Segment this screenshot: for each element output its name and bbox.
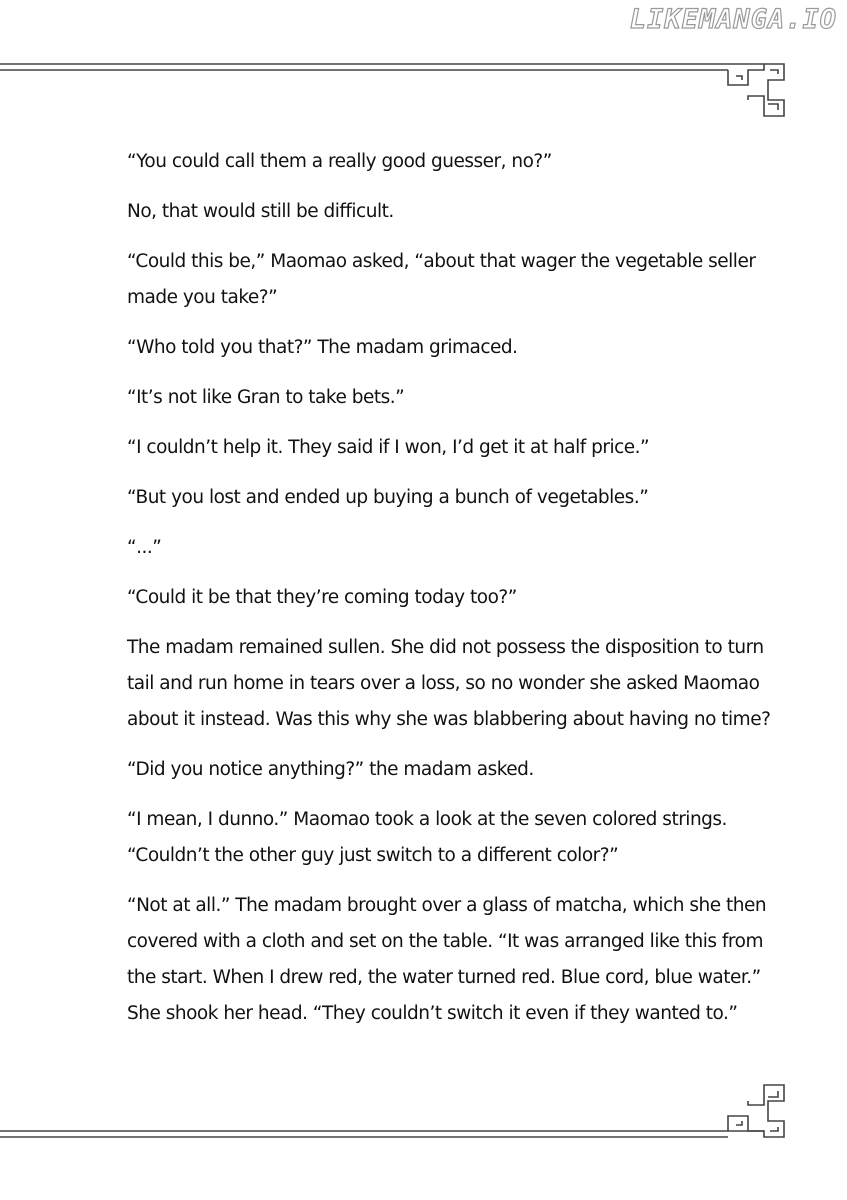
paragraph: “It’s not like Gran to take bets.” bbox=[127, 387, 405, 408]
novel-text-body bbox=[127, 144, 782, 1046]
paragraph: No, that would still be difficult. bbox=[127, 201, 394, 222]
paragraph: “I mean, I dunno.” Maomao took a look at the seven colored strings. “Couldn’t the other guy just switch to a different color?” bbox=[127, 809, 727, 866]
paragraph: “Could it be that they’re coming today too?” bbox=[127, 587, 517, 608]
paragraph: “I couldn’t help it. They said if I won, I’d get it at half price.” bbox=[127, 437, 650, 458]
paragraph: “You could call them a really good guesser, no?” bbox=[127, 151, 552, 172]
paragraph: “...” bbox=[127, 537, 162, 558]
paragraph: “Could this be,” Maomao asked, “about that wager the vegetable seller made you take?” bbox=[127, 251, 756, 308]
paragraph: “Who told you that?” The madam grimaced. bbox=[127, 337, 518, 358]
paragraph: “Not at all.” The madam brought over a glass of matcha, which she then covered with a cloth and set on the table. “It was arranged like this from the start. When I drew red, the water turned red. Blue cord, blue water.” She shook her head. “They couldn’t switch it even if they wanted to.” bbox=[127, 895, 767, 1024]
site-watermark: LIKEMANGA.IO bbox=[629, 4, 837, 35]
paragraph: “Did you notice anything?” the madam asked. bbox=[127, 759, 534, 780]
paragraph: The madam remained sullen. She did not possess the disposition to turn tail and run home in tears over a loss, so no wonder she asked Maomao about it instead. Was this why she was blabbering about having no time? bbox=[127, 637, 771, 730]
paragraph: “But you lost and ended up buying a bunch of vegetables.” bbox=[127, 487, 649, 508]
